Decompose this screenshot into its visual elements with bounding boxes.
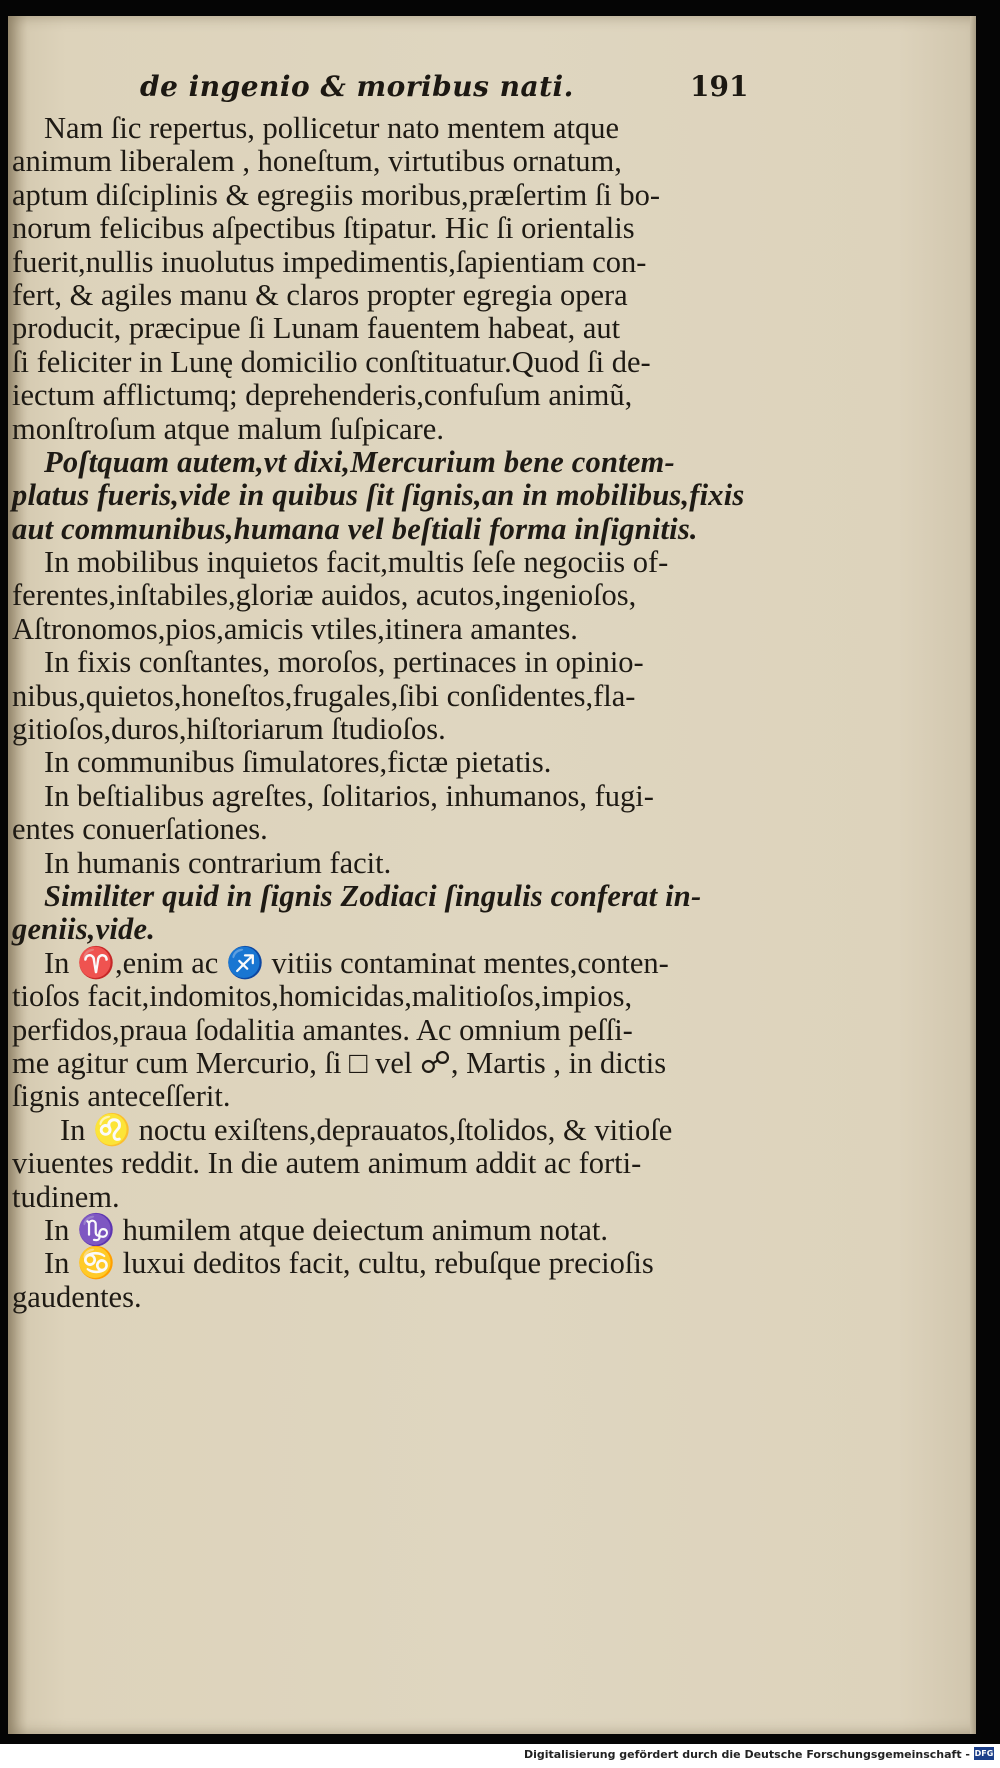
text-line: geniis,vide. [12,912,156,947]
text-line: perfidos,praua ſodalitia amantes. Ac omnium peſſi- [12,1012,633,1047]
text-line: platus fueris,vide in quibus ſit ſignis,an in mobilibus,fixis [12,478,745,513]
text-line: gaudentes. [12,1279,142,1314]
text-line: fert, & agiles manu & claros propter egregia opera [12,277,628,312]
text-line: nibus,quietos,honeſtos,frugales,ſibi conſidentes,fla- [12,678,636,713]
text-line: In beſtialibus agreſtes, ſolitarios, inhumanos, fugi- [44,778,654,813]
dfg-logo: DFG [974,1749,994,1758]
text-line: iectum afflictumq; deprehenderis,confuſum animũ, [12,378,633,413]
body-text [12,111,745,1314]
text-line: me agitur cum Mercurio, ſi □ vel ☍, Martis , in dictis [12,1045,667,1080]
digitization-credit: Digitalisierung gefördert durch die Deutsche Forschungsgemeinschaft - [523,1748,970,1761]
text-line: In ♑ humilem atque deiectum animum notat. [44,1212,608,1247]
text-line: ſignis anteceſſerit. [12,1079,231,1114]
text-line: viuentes reddit. In die autem animum addit ac forti- [12,1146,642,1181]
text-line: tudinem. [12,1179,120,1214]
text-line: animum liberalem , honeſtum, virtutibus ornatum, [12,144,622,179]
text-line: gitioſos,duros,hiſtoriarum ſtudioſos. [12,712,446,747]
text-line: fuerit,nullis inuolutus impedimentis,ſapientiam con- [12,244,647,279]
running-head: de ingenio & moribus nati. [140,70,574,103]
text-line: In ♈,enim ac ♐ vitiis contaminat mentes,conten- [44,945,669,980]
text-line: aut communibus,humana vel beſtiali forma inſignitis. [12,511,698,546]
text-line: Poſtquam autem,vt dixi,Mercurium bene contem- [44,444,675,479]
text-line: ſi feliciter in Lunę domicilio conſtituatur.Quod ſi de- [12,344,651,379]
text-line: Similiter quid in ſignis Zodiaci ſingulis conferat in- [44,878,702,913]
text-line: tioſos facit,indomitos,homicidas,malitioſos,impios, [12,979,633,1014]
text-line: entes conuerſationes. [12,812,268,847]
text-line: In communibus ſimulatores,fictæ pietatis. [44,745,552,780]
text-line: producit, præcipue ſi Lunam fauentem habeat, aut [12,311,621,346]
page-edge [970,16,976,1734]
text-line: In ♋ luxui deditos facit, cultu, rebuſque precioſis [44,1246,654,1281]
text-line: In fixis conſtantes, moroſos, pertinaces in opinio- [44,645,644,680]
page-number: 191 [690,70,749,103]
text-line: In ♌ noctu exiſtens,deprauatos,ſtolidos, & vitioſe [60,1112,673,1147]
text-line: ferentes,inſtabiles,gloriæ auidos, acutos,ingenioſos, [12,578,637,613]
text-line: Aſtronomos,pios,amicis vtiles,itinera amantes. [12,611,578,646]
text-line: Nam ſic repertus, pollicetur nato mentem atque [44,111,620,145]
text-line: In humanis contrarium facit. [44,845,392,880]
text-line: aptum diſciplinis & egregiis moribus,præſertim ſi bo- [12,177,661,212]
text-line: In mobilibus inquietos facit,multis ſeſe negociis of- [44,545,669,580]
text-line: norum felicibus aſpectibus ſtipatur. Hic ſi orientalis [12,211,635,246]
text-line: monſtroſum atque malum ſuſpicare. [12,411,444,446]
